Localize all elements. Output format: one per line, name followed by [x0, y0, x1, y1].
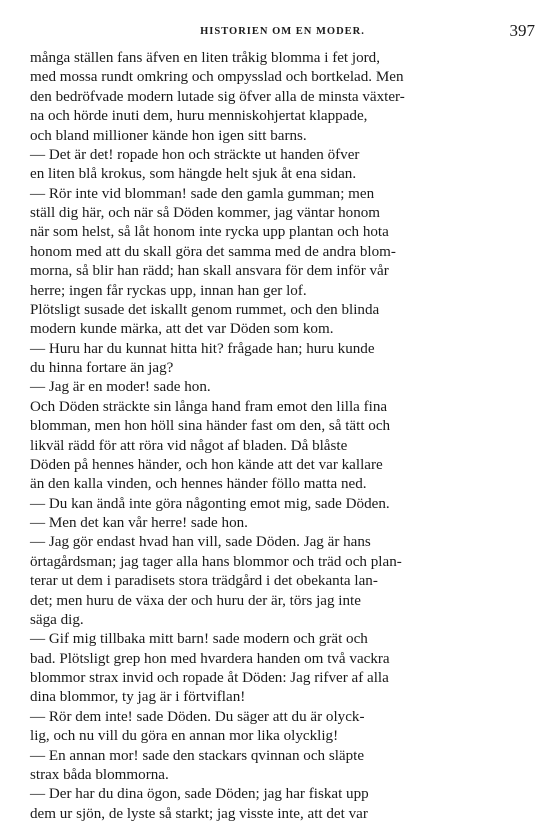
text-line: — Men det kan vår herre! sade hon. [30, 515, 248, 531]
text-line: en liten blå krokus, som hängde helt sjuk åt ena sidan. [30, 166, 357, 183]
text-line: än den kalla vinden, och hennes händer föllo matta ned. [30, 476, 367, 493]
text-line: strax båda blommorna. [30, 766, 169, 783]
text-line: — En annan mor! sade den stackars qvinnan och släpte [30, 747, 365, 764]
text-line: modern kunde märka, att det var Döden som kom. [30, 321, 334, 338]
text-line: — Det är det! ropade hon och sträckte ut handen öfver [30, 146, 360, 163]
text-line: — Jag är en moder! sade hon. [30, 379, 211, 396]
text-line: dem ur sjön, de lyste så starkt; jag visste inte, att det var [30, 805, 368, 822]
text-line: dina blommor, ty jag är i förtviflan! [30, 689, 246, 706]
text-line: och bland millioner kände hon igen sitt barns. [30, 127, 307, 144]
text-line: — Rör inte vid blomman! sade den gamla gumman; men [30, 185, 375, 202]
text-line: med mossa rundt omkring och ompysslad och bortkelad. Men [30, 69, 404, 86]
text-line: när som helst, så låt honom inte rycka upp plantan och hota [30, 224, 389, 241]
text-line: honom med att du skall göra det samma med de andra blom- [30, 243, 396, 260]
running-title: HISTORIEN OM EN MODER. [200, 26, 365, 37]
book-page [30, 14, 535, 822]
text-line: det; men huru de växa der och huru der är, törs jag inte [30, 592, 361, 609]
text-line: ställ dig här, och när så Döden kommer, jag väntar honom [30, 205, 381, 221]
text-line: — Du kan ändå inte göra någonting emot mig, sade Döden. [30, 495, 390, 512]
text-line: du hinna fortare än jag? [30, 360, 174, 376]
text-line: herre; ingen får ryckas upp, innan han ger lof. [30, 282, 307, 299]
text-line: — Gif mig tillbaka mitt barn! sade modern och grät och [30, 631, 368, 648]
text-line: Döden på hennes händer, och hon kände att det var kallare [30, 456, 383, 473]
text-line: många ställen fans äfven en liten tråkig blomma i fet jord, [30, 50, 380, 66]
text-line: terar ut dem i paradisets stora trädgård i det obekanta lan- [30, 573, 378, 590]
text-line: lig, och nu vill du göra en annan mor lika olycklig! [30, 728, 339, 745]
text-line: — Huru har du kunnat hitta hit? frågade han; huru kunde [30, 340, 375, 357]
text-line: bad. Plötsligt grep hon med hvardera handen om två vackra [30, 650, 390, 667]
text-line: — Jag gör endast hvad han vill, sade Döden. Jag är hans [30, 534, 371, 551]
text-line: blommor strax invid och ropade åt Döden: Jag rifver af alla [30, 670, 389, 686]
text-line: säga dig. [30, 611, 84, 628]
body-text [30, 49, 535, 824]
text-line: blomman, men hon höll sina händer fast om den, så tätt och [30, 418, 391, 435]
text-line: Plötsligt susade det iskallt genom rummet, och den blinda [30, 301, 380, 318]
page-header [30, 14, 535, 42]
text-line: — Rör dem inte! sade Döden. Du säger att du är olyck- [30, 708, 365, 725]
text-line: örtagårdsman; jag tager alla hans blommor och träd och plan- [30, 553, 402, 570]
text-line: den bedröfvade modern lutade sig öfver alla de minsta växter- [30, 88, 405, 105]
text-line: na och hörde inuti dem, huru menniskohjertat klappade, [30, 108, 368, 125]
text-line: morna, så blir han rädd; han skall ansvara för dem inför vår [30, 263, 389, 280]
text-line: — Der har du dina ögon, sade Döden; jag har fiskat upp [30, 786, 369, 803]
page-number: 397 [509, 21, 535, 40]
text-line: likväl rädd för att röra vid något af bladen. Då blåste [30, 437, 348, 454]
text-line: Och Döden sträckte sin långa hand fram emot den lilla fina [30, 398, 388, 415]
